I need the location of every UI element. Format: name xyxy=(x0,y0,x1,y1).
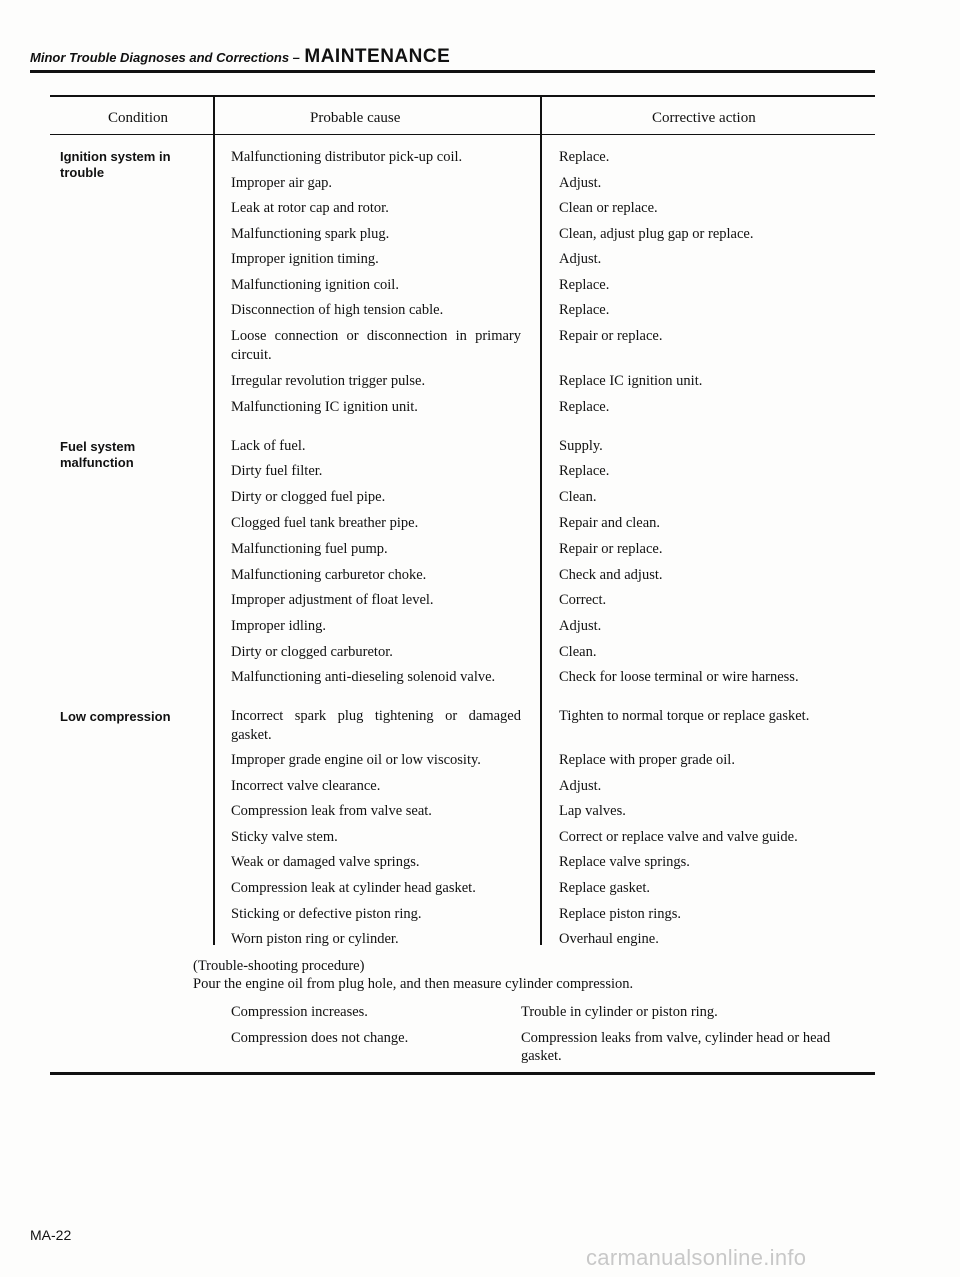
cause-cell: Improper ignition timing. xyxy=(231,251,379,267)
action-cell: Repair or replace. xyxy=(559,328,663,344)
procedure-text: Pour the engine oil from plug hole, and then measure cylinder compression. xyxy=(193,976,634,992)
page-number: MA-22 xyxy=(30,1227,72,1243)
watermark: carmanualsonline.info xyxy=(586,1245,807,1270)
col-header-condition: Condition xyxy=(108,110,169,126)
cause-cell: Malfunctioning fuel pump. xyxy=(231,541,388,557)
cause-cell: Loose connection or disconnection in primary circuit. xyxy=(231,328,521,363)
cause-cell: Improper idling. xyxy=(231,618,327,634)
cause-cell: Malfunctioning spark plug. xyxy=(231,226,390,242)
header-rule xyxy=(30,70,875,73)
cause-cell: Disconnection of high tension cable. xyxy=(231,302,444,318)
cause-cell: Malfunctioning anti-dieseling solenoid valve. xyxy=(231,669,496,685)
cause-cell: Malfunctioning ignition coil. xyxy=(231,277,399,293)
action-cell: Replace. xyxy=(559,149,610,165)
cause-cell: Improper grade engine oil or low viscosity. xyxy=(231,752,481,768)
action-cell: Clean, adjust plug gap or replace. xyxy=(559,226,754,242)
action-cell: Repair or replace. xyxy=(559,541,663,557)
cause-cell: Compression leak at cylinder head gasket. xyxy=(231,880,476,896)
page-header xyxy=(30,46,450,68)
cause-cell: Clogged fuel tank breather pipe. xyxy=(231,515,419,531)
action-cell: Adjust. xyxy=(559,251,602,267)
col-header-cause: Probable cause xyxy=(310,110,401,126)
action-cell: Clean or replace. xyxy=(559,200,658,216)
action-cell: Adjust. xyxy=(559,778,602,794)
action-cell: Tighten to normal torque or replace gasket. xyxy=(559,708,810,724)
cause-cell: Dirty or clogged fuel pipe. xyxy=(231,489,386,505)
section-subtitle: Minor Trouble Diagnoses and Corrections – xyxy=(30,50,300,65)
action-cell: Correct. xyxy=(559,592,607,608)
cause-cell: Sticking or defective piston ring. xyxy=(231,906,422,922)
procedure-result: Compression increases. xyxy=(231,1004,368,1020)
action-cell: Replace. xyxy=(559,277,610,293)
cause-cell: Worn piston ring or cylinder. xyxy=(231,931,399,947)
cause-cell: Dirty fuel filter. xyxy=(231,463,323,479)
action-cell: Lap valves. xyxy=(559,803,626,819)
condition-fuel: Fuel system malfunction xyxy=(60,439,136,470)
action-cell: Replace IC ignition unit. xyxy=(559,373,703,389)
cause-cell: Improper air gap. xyxy=(231,175,333,191)
cause-cell: Incorrect spark plug tightening or damaged gasket. xyxy=(231,708,521,743)
cause-cell: Incorrect valve clearance. xyxy=(231,778,381,794)
section-title: MAINTENANCE xyxy=(304,46,451,67)
procedure-meaning: Trouble in cylinder or piston ring. xyxy=(521,1004,718,1020)
action-cell: Clean. xyxy=(559,489,597,505)
table-top-rule xyxy=(50,95,875,97)
table-header-rule xyxy=(50,134,875,135)
procedure-result: Compression does not change. xyxy=(231,1030,409,1046)
table-bottom-rule xyxy=(50,1072,875,1075)
action-cell: Check and adjust. xyxy=(559,567,663,583)
cause-cell: Weak or damaged valve springs. xyxy=(231,854,420,870)
cause-cell: Compression leak from valve seat. xyxy=(231,803,432,819)
action-cell: Repair and clean. xyxy=(559,515,661,531)
cause-cell: Irregular revolution trigger pulse. xyxy=(231,373,426,389)
cause-cell: Malfunctioning carburetor choke. xyxy=(231,567,427,583)
action-cell: Correct or replace valve and valve guide. xyxy=(559,829,798,845)
cause-cell: Improper adjustment of float level. xyxy=(231,592,434,608)
action-cell: Replace. xyxy=(559,399,610,415)
action-cell: Replace piston rings. xyxy=(559,906,682,922)
action-cell: Replace gasket. xyxy=(559,880,650,896)
action-cell: Replace. xyxy=(559,302,610,318)
action-cell: Check for loose terminal or wire harness. xyxy=(559,669,799,685)
cause-cell: Lack of fuel. xyxy=(231,438,306,454)
condition-ignition: Ignition system in trouble xyxy=(60,149,171,180)
column-divider-right xyxy=(540,95,542,945)
procedure-title: (Trouble-shooting procedure) xyxy=(193,958,365,974)
condition-low-compression: Low compression xyxy=(60,709,171,724)
cause-cell: Malfunctioning IC ignition unit. xyxy=(231,399,418,415)
col-header-action: Corrective action xyxy=(652,110,756,126)
action-cell: Replace with proper grade oil. xyxy=(559,752,735,768)
action-cell: Replace valve springs. xyxy=(559,854,690,870)
action-cell: Overhaul engine. xyxy=(559,931,659,947)
cause-cell: Sticky valve stem. xyxy=(231,829,338,845)
action-cell: Adjust. xyxy=(559,175,602,191)
cause-cell: Dirty or clogged carburetor. xyxy=(231,644,393,660)
column-divider-left xyxy=(213,95,215,945)
procedure-meaning: Compression leaks from valve, cylinder head or head gasket. xyxy=(521,1030,831,1064)
action-cell: Adjust. xyxy=(559,618,602,634)
action-cell: Replace. xyxy=(559,463,610,479)
action-cell: Clean. xyxy=(559,644,597,660)
cause-cell: Malfunctioning distributor pick-up coil. xyxy=(231,149,463,165)
cause-cell: Leak at rotor cap and rotor. xyxy=(231,200,389,216)
action-cell: Supply. xyxy=(559,438,603,454)
